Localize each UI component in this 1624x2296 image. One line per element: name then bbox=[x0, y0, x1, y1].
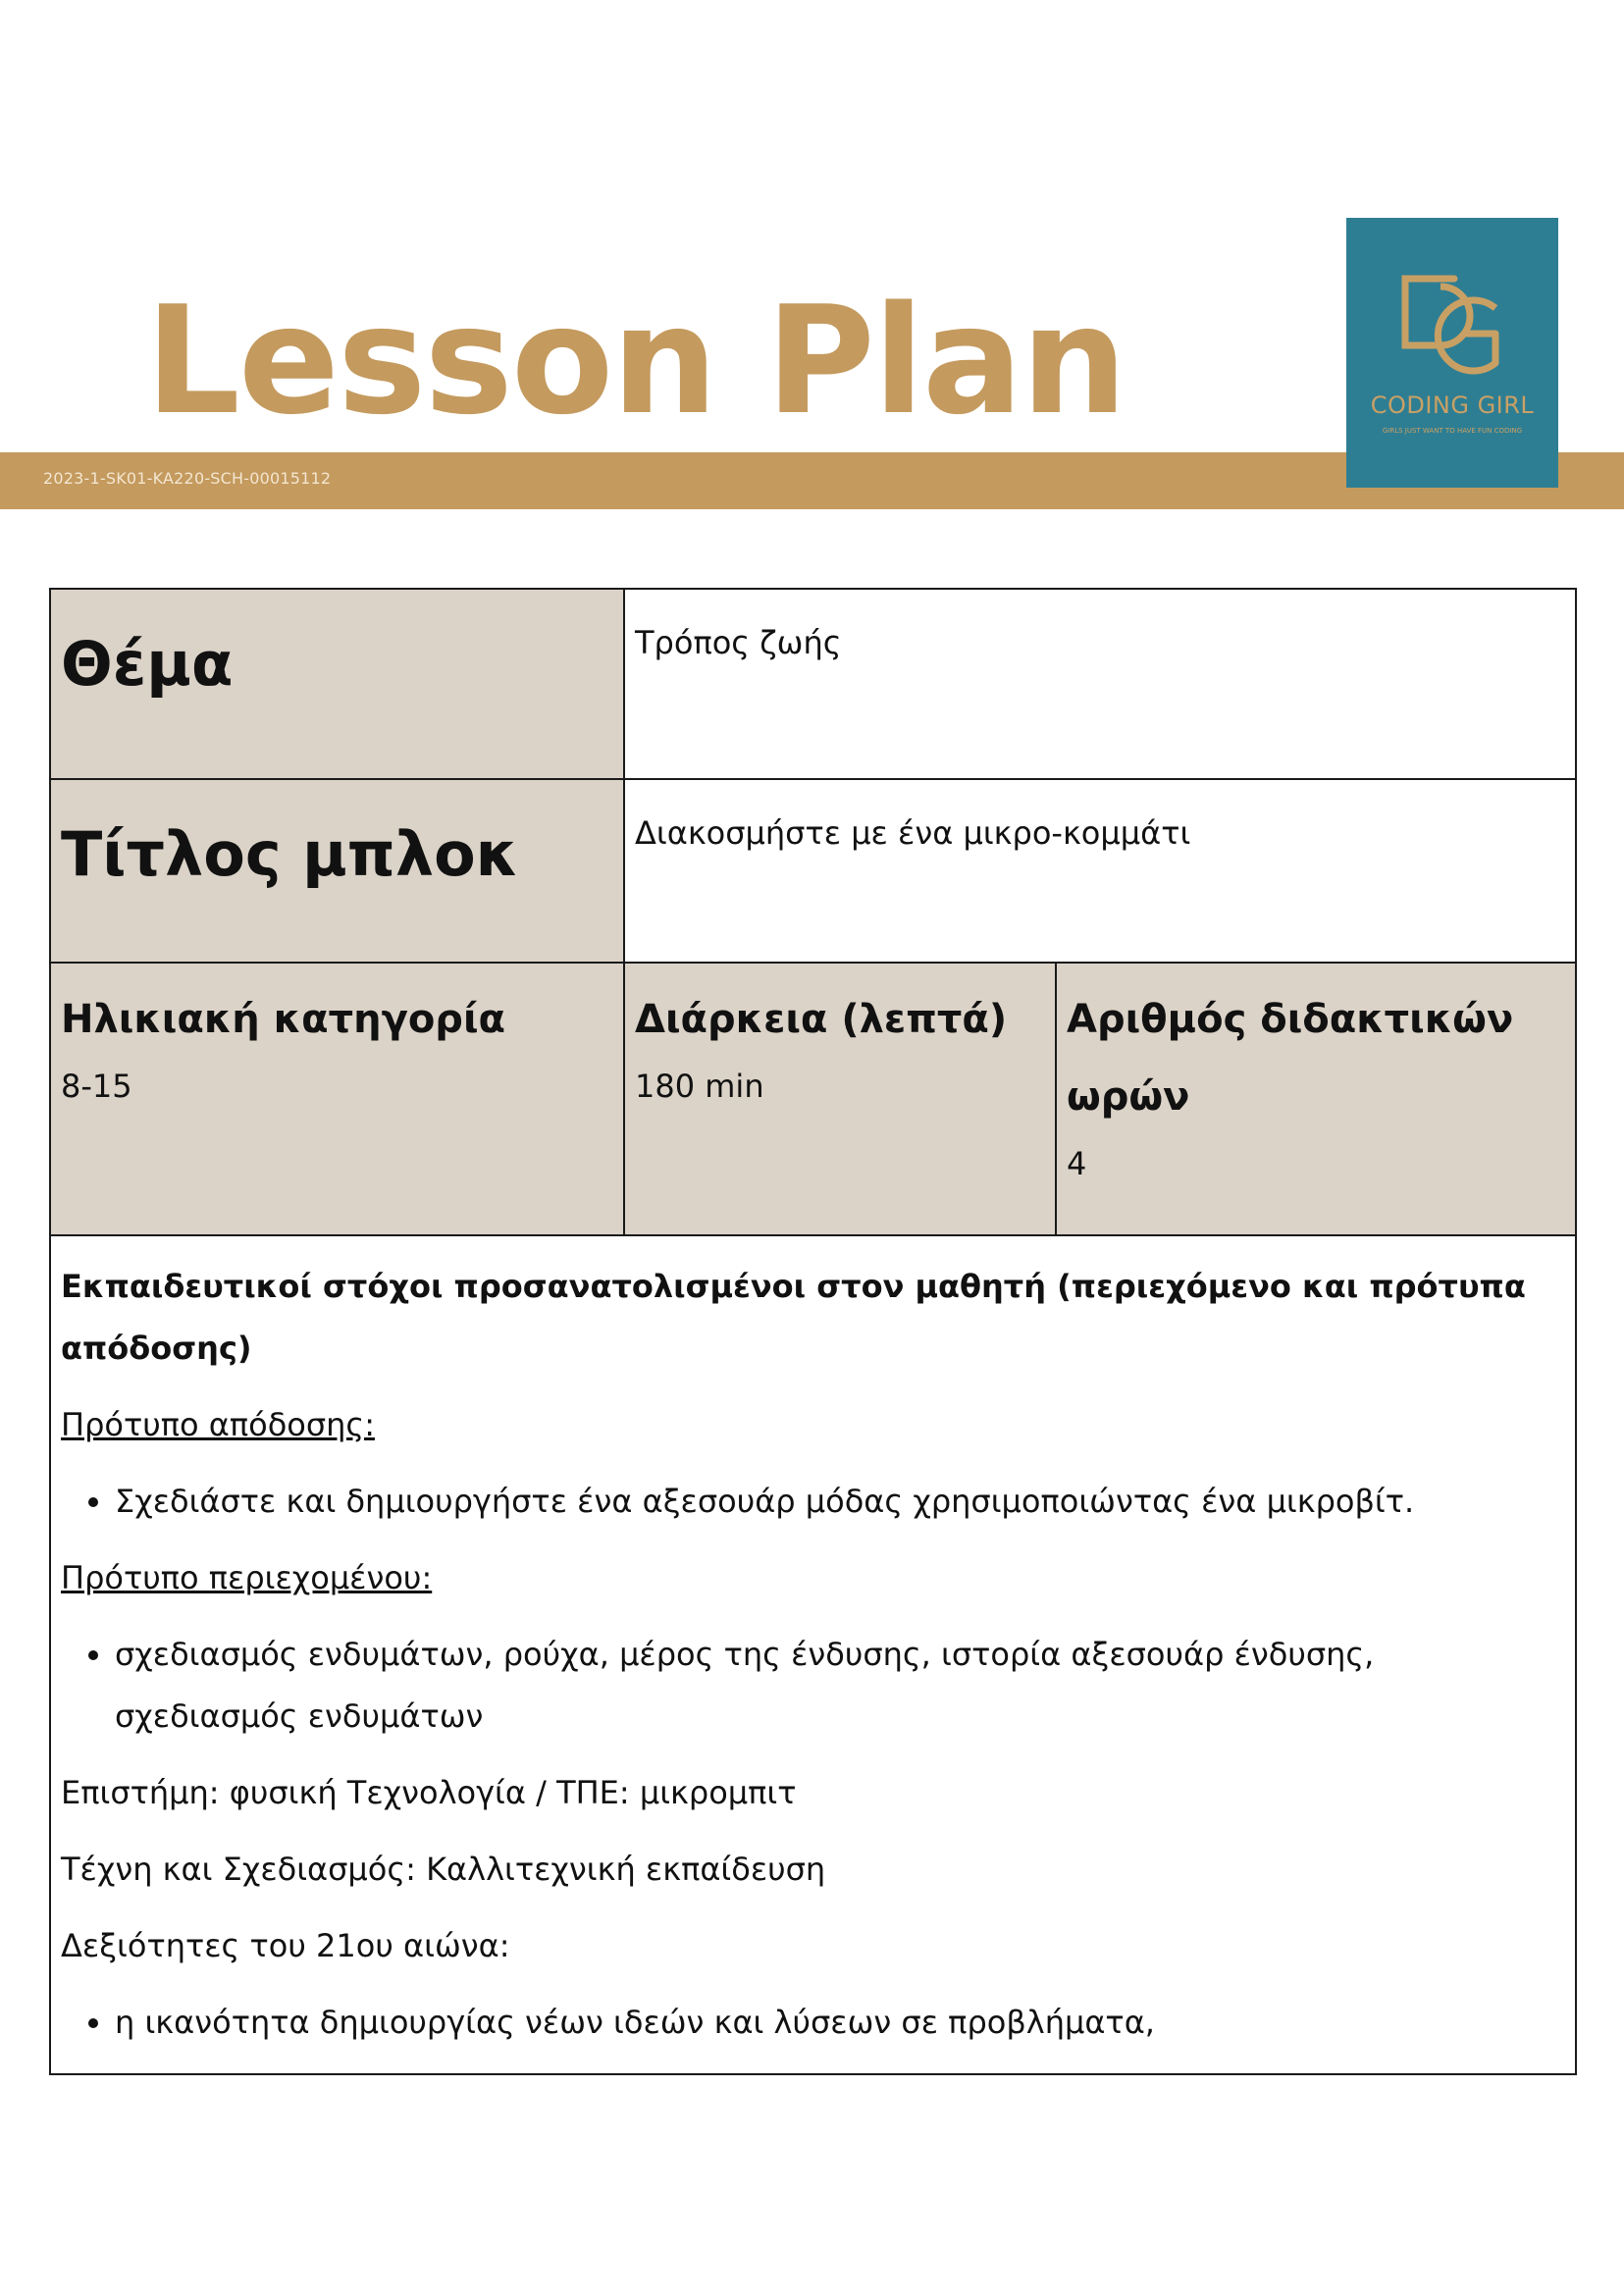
duration-label: Διάρκεια (λεπτά) bbox=[635, 997, 1008, 1042]
lessons-label: Αριθμός διδακτικών ωρών bbox=[1067, 997, 1514, 1120]
block-title-label: Τίτλος μπλοκ bbox=[61, 818, 519, 890]
page-title: Lesson Plan bbox=[145, 274, 1126, 447]
meta-row bbox=[50, 963, 1576, 1235]
block-title-value: Διακοσμήστε με ένα μικρο-κομμάτι bbox=[635, 814, 1191, 852]
logo-tagline: GIRLS JUST WANT TO HAVE FUN CODING bbox=[1382, 427, 1523, 435]
topic-value: Τρόπος ζωής bbox=[635, 624, 842, 661]
topic-row bbox=[50, 589, 1576, 779]
age-cell bbox=[50, 963, 624, 1235]
objectives-heading: Εκπαιδευτικοί στόχοι προσανατολισμένοι στον μαθητή (περιεχόμενο και πρότυπα απόδοσης) bbox=[61, 1268, 1526, 1367]
list-item: • η ικανότητα δημιουργίας νέων ιδεών και λύσεων σε προβλήματα, bbox=[115, 1992, 1565, 2054]
performance-label: Πρότυπο απόδοσης: bbox=[61, 1406, 375, 1443]
science-line: Επιστήμη: φυσική Τεχνολογία / ΤΠΕ: μικρομπιτ bbox=[61, 1774, 797, 1811]
age-label: Ηλικιακή κατηγορία bbox=[61, 997, 506, 1042]
block-title-value-cell bbox=[624, 779, 1576, 963]
logo-name: CODING GIRL bbox=[1370, 391, 1535, 419]
objectives-cell bbox=[50, 1235, 1576, 2074]
project-code: 2023-1-SK01-KA220-SCH-00015112 bbox=[43, 469, 332, 488]
duration-cell bbox=[624, 963, 1056, 1235]
block-title-label-cell bbox=[50, 779, 624, 963]
lesson-plan-table bbox=[49, 588, 1577, 2075]
art-line: Τέχνη και Σχεδιασμός: Καλλιτεχνική εκπαίδευση bbox=[61, 1851, 826, 1888]
topic-label: Θέμα bbox=[61, 628, 234, 700]
age-value: 8-15 bbox=[61, 1068, 132, 1105]
content-list bbox=[61, 1624, 1565, 1748]
duration-value: 180 min bbox=[635, 1068, 764, 1105]
block-title-row bbox=[50, 779, 1576, 963]
topic-label-cell bbox=[50, 589, 624, 779]
content-label: Πρότυπο περιεχομένου: bbox=[61, 1559, 433, 1596]
list-item: • Σχεδιάστε και δημιουργήστε ένα αξεσουάρ μόδας χρησιμοποιώντας ένα μικροβίτ. bbox=[115, 1471, 1565, 1533]
lessons-cell bbox=[1056, 963, 1576, 1235]
topic-value-cell bbox=[624, 589, 1576, 779]
performance-list bbox=[61, 1471, 1565, 1533]
skills-list bbox=[61, 1992, 1565, 2054]
list-item: • σχεδιασμός ενδυμάτων, ρούχα, μέρος της ένδυσης, ιστορία αξεσουάρ ένδυσης, σχεδιασμός ενδυμάτων bbox=[115, 1624, 1565, 1748]
cg-monogram-icon bbox=[1397, 257, 1507, 385]
objectives-row bbox=[50, 1235, 1576, 2074]
skills-label: Δεξιότητες του 21ου αιώνα: bbox=[61, 1927, 510, 1964]
coding-girl-logo bbox=[1346, 218, 1558, 488]
lessons-value: 4 bbox=[1067, 1145, 1087, 1182]
